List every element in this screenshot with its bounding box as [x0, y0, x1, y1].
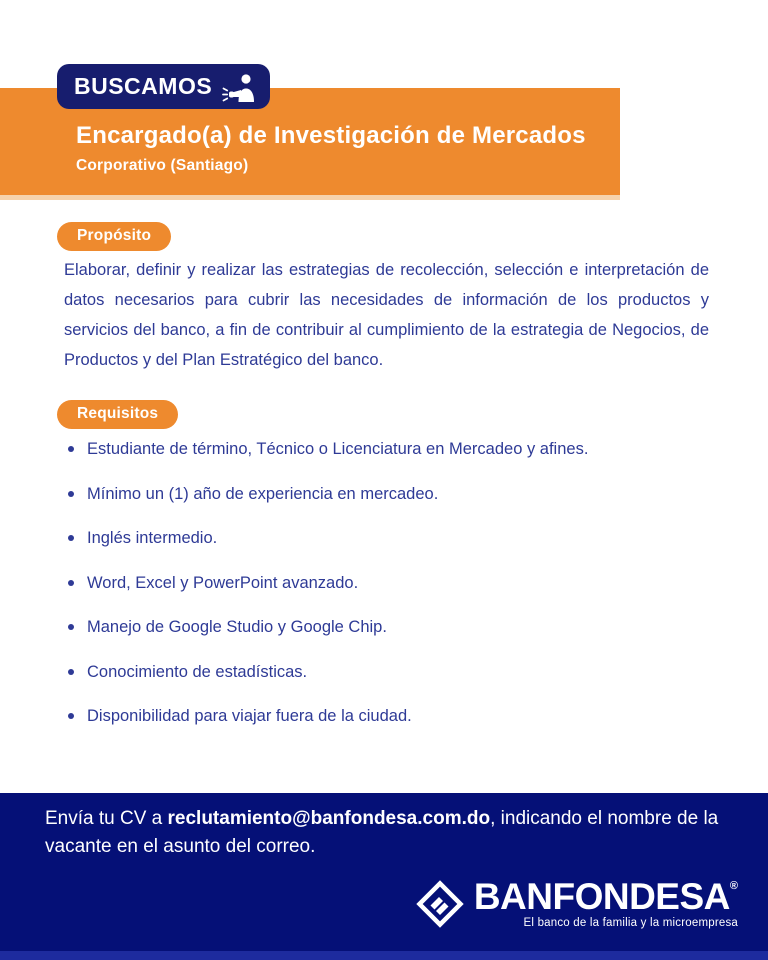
brand-wordmark: BANFONDESA: [473, 876, 730, 917]
buscamos-label: BUSCAMOS: [74, 73, 213, 99]
cv-suffix: , indicando el nombre de la vacante en el asunto del correo.: [45, 808, 719, 857]
bullet-icon: [68, 446, 74, 452]
registered-mark: ®: [729, 880, 738, 892]
page-title: Encargado(a) de Investigación de Mercados: [76, 122, 586, 149]
bullet-icon: [68, 491, 74, 497]
list-item: [68, 705, 718, 727]
bullet-icon: [68, 535, 74, 541]
requirement-text: Inglés intermedio.: [87, 529, 218, 547]
requisitos-list: [68, 438, 718, 750]
bullet-icon: [68, 580, 74, 586]
footer: [0, 793, 768, 960]
proposito-pill: Propósito: [57, 222, 171, 251]
bullet-icon: [68, 713, 74, 719]
announcer-icon: [222, 72, 256, 102]
buscamos-badge: [57, 64, 270, 109]
requirement-text: Conocimiento de estadísticas.: [87, 662, 308, 681]
list-item: [68, 483, 718, 505]
list-item: [68, 661, 718, 683]
brand-tagline: El banco de la familia y la microempresa: [523, 917, 738, 929]
diamond-logo-icon: [414, 878, 466, 930]
list-item: [68, 527, 718, 549]
requirement-text: Disponibilidad para viajar fuera de la ciudad.: [87, 707, 412, 725]
list-item: [68, 616, 718, 638]
list-item: [68, 572, 718, 594]
list-item: [68, 438, 718, 460]
requisitos-pill: Requisitos: [57, 400, 178, 429]
bullet-icon: [68, 624, 74, 630]
footer-accent-strip: [0, 951, 768, 960]
requirement-text: Word, Excel y PowerPoint avanzado.: [87, 573, 359, 592]
banfondesa-logo: [414, 878, 738, 930]
cv-instruction: [45, 805, 735, 860]
page-subtitle: Corporativo (Santiago): [76, 157, 249, 174]
requirement-text: Estudiante de término, Técnico o Licenciatura en Mercadeo y afines.: [87, 440, 589, 458]
cv-email-link[interactable]: reclutamiento@banfondesa.com.do: [167, 808, 491, 829]
proposito-text: Elaborar, definir y realizar las estrategias de recolección, selección e interpretación de datos necesarios para cubrir las necesidades de información de los productos y servicios del banco, a fin de contribuir al cumplimiento de la estrategia de Negocios, de Productos y del Plan Estratégico del banco.: [64, 261, 709, 369]
requirement-text: Manejo de Google Studio y Google Chip.: [87, 618, 387, 636]
cv-prefix: Envía tu CV a: [45, 808, 168, 829]
requirement-text: Mínimo un (1) año de experiencia en mercadeo.: [87, 484, 439, 503]
bullet-icon: [68, 669, 74, 675]
